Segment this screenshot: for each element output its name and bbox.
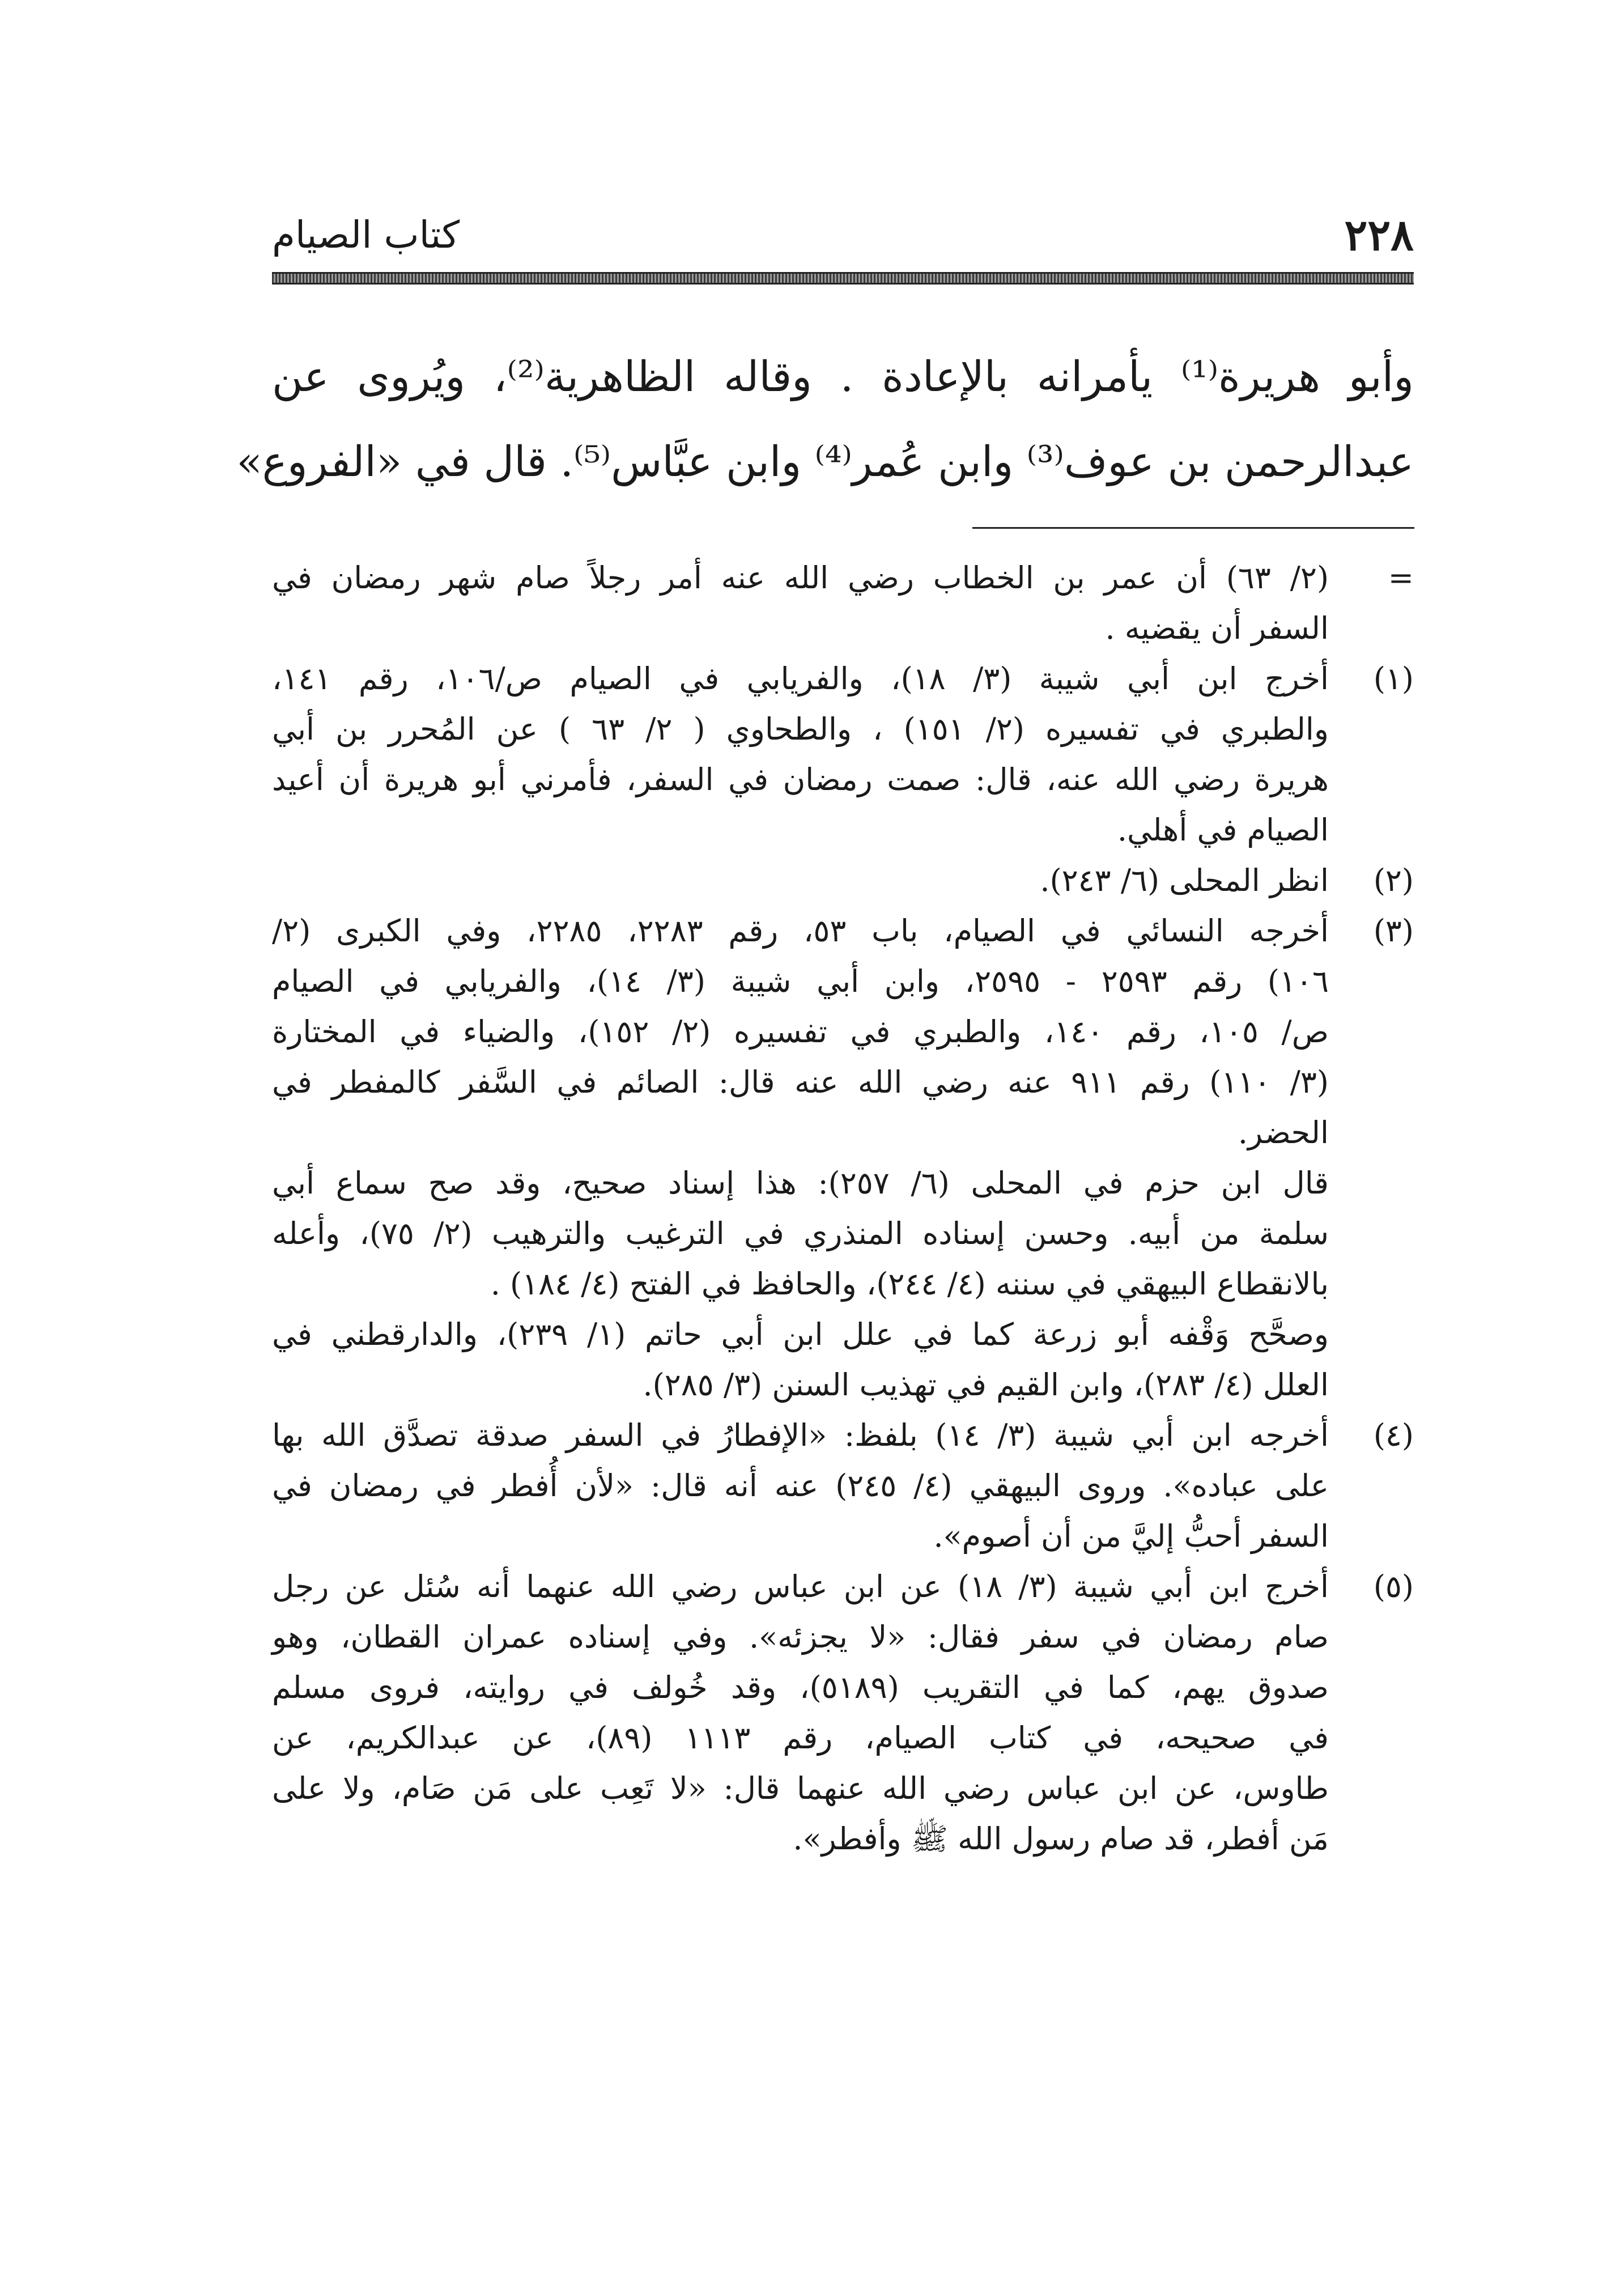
footnote-line: في صحيحه، في كتاب الصيام، رقم ١١١٣ (٨٩)، عن عبدالكريم، عن — [272, 1720, 1329, 1756]
footnote-line: (٢/ ٦٣) أن عمر بن الخطاب رضي الله عنه أمر رجلاً صام شهر رمضان في — [272, 560, 1329, 596]
footnote-line: انظر المحلى (٦/ ٢٤٣). — [1040, 863, 1329, 898]
footnote-line: ص/ ١٠٥، رقم ١٤٠، والطبري في تفسيره (٢/ ١٥٢)، والضياء في المختارة — [272, 1014, 1329, 1050]
footnote-line: أخرجه النسائي في الصيام، باب ٥٣، رقم ٢٢٨٣، ٢٢٨٥، وفي الكبرى (٢/ — [272, 913, 1329, 949]
footnote-line: هريرة رضي الله عنه، قال: صمت رمضان في السفر، فأمرني أبو هريرة أن أعيد — [272, 762, 1329, 797]
footnote-mark: (٢) — [1373, 863, 1414, 898]
footnote-line: أخرجه ابن أبي شيبة (٣/ ١٤) بلفظ: «الإفطارُ في السفر صدقة تصدَّق الله بها — [272, 1417, 1329, 1453]
footnote-line: الحضر. — [1238, 1115, 1329, 1150]
footnote-line: قال ابن حزم في المحلى (٦/ ٢٥٧): هذا إسناد صحيح، وقد صح سماع أبي — [272, 1165, 1329, 1201]
footnote-3 — [272, 906, 1414, 1410]
footnote-line: بالانقطاع البيهقي في سننه (٤/ ٢٤٤)، والحافظ في الفتح (٤/ ١٨٤) . — [490, 1266, 1329, 1302]
footnote-line: على عباده». وروى البيهقي (٤/ ٢٤٥) عنه أنه قال: «لأن أُفطر في رمضان في — [272, 1468, 1329, 1504]
footnote-line: ١٠٦) رقم ٢٥٩٣ - ٢٥٩٥، وابن أبي شيبة (٣/ ١٤)، والفريابي في الصيام — [272, 963, 1329, 999]
main-text-line: عبدالرحمن بن عوف⁽³⁾ وابن عُمر⁽⁴⁾ وابن عبَّاس⁽⁵⁾. قال في «الفروع» — [236, 438, 1414, 486]
footnote-line: مَن أفطر، قد صام رسول الله ﷺ وأفطر». — [793, 1821, 1329, 1857]
header-divider — [272, 272, 1414, 284]
footnote-line: سلمة من أبيه. وحسن إسناده المنذري في الترغيب والترهيب (٢/ ٧٥)، وأعله — [272, 1216, 1329, 1251]
footnotes — [272, 553, 1414, 1864]
page-header — [272, 204, 1414, 272]
footnote-line: السفر أحبُّ إليَّ من أن أصوم». — [933, 1518, 1329, 1554]
footnote-mark: (٤) — [1373, 1417, 1414, 1453]
footnote-continuation — [272, 553, 1414, 653]
footnote-line: الصيام في أهلي. — [1117, 812, 1329, 848]
footnote-paragraph — [272, 1309, 1329, 1410]
footnote-line: العلل (٤/ ٢٨٣)، وابن القيم في تهذيب السنن (٣/ ٢٨٥). — [643, 1367, 1329, 1403]
footnote-line: صام رمضان في سفر فقال: «لا يجزئه». وفي إسناده عمران القطان، وهو — [272, 1619, 1329, 1655]
footnote-line: طاوس، عن ابن عباس رضي الله عنهما قال: «لا تَعِب على مَن صَام، ولا على — [272, 1770, 1329, 1806]
footnote-line: صدوق يهم، كما في التقريب (٥١٨٩)، وقد خُولف في روايته، فروى مسلم — [272, 1670, 1329, 1705]
footnote-divider — [972, 527, 1414, 529]
footnote-line: أخرج ابن أبي شيبة (٣/ ١٨) عن ابن عباس رضي الله عنهما أنه سُئل عن رجل — [272, 1569, 1329, 1604]
main-text — [236, 334, 1414, 504]
footnote-4 — [272, 1410, 1414, 1561]
main-text-line: وأبو هريرة⁽¹⁾ يأمرانه بالإعادة . وقاله الظاهرية⁽²⁾، ويُروى عن — [272, 353, 1414, 401]
page-number: ٢٢٨ — [1344, 210, 1414, 260]
footnote-line: وصحَّح وَقْفه أبو زرعة كما في علل ابن أبي حاتم (١/ ٢٣٩)، والدارقطني في — [272, 1317, 1329, 1352]
footnote-paragraph — [272, 1158, 1329, 1309]
footnote-5 — [272, 1561, 1414, 1864]
footnote-mark: = — [1388, 560, 1414, 596]
footnote-mark: (٥) — [1373, 1569, 1414, 1604]
footnote-line: (٣/ ١١٠) رقم ٩١١ عنه رضي الله عنه قال: الصائم في السَّفر كالمفطر في — [272, 1064, 1329, 1100]
footnote-mark: (١) — [1373, 661, 1414, 697]
footnote-line: السفر أن يقضيه . — [1105, 610, 1329, 646]
footnote-mark: (٣) — [1373, 913, 1414, 949]
book-title: كتاب الصيام — [272, 213, 460, 257]
footnote-1 — [272, 653, 1414, 855]
footnote-2 — [272, 855, 1414, 906]
footnote-line: والطبري في تفسيره (٢/ ١٥١) ، والطحاوي ( ٢/ ٦٣ ) عن المُحرر بن أبي — [272, 711, 1329, 747]
footnote-line: أخرج ابن أبي شيبة (٣/ ١٨)، والفريابي في الصيام ص/١٠٦، رقم ١٤١، — [272, 661, 1329, 697]
